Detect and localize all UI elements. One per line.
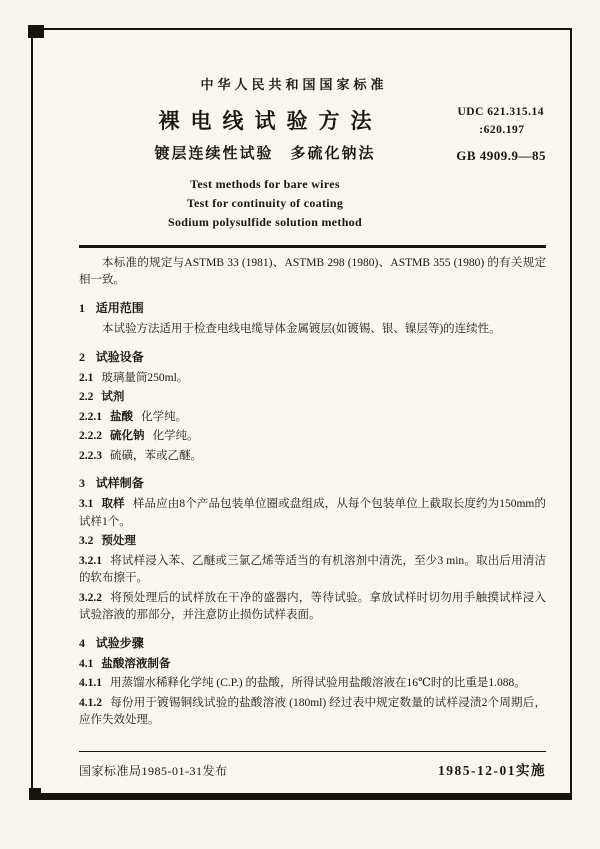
intro-paragraph: 本标准的规定与ASTMB 33 (1981)、ASTMB 298 (1980)、ASTMB 355 (1980) 的有关规定相一致。 bbox=[79, 257, 546, 287]
clause-text: 硫磺，苯或乙醚。 bbox=[110, 449, 203, 462]
clause-number: 3.2.1 bbox=[79, 554, 102, 567]
section-4-heading bbox=[79, 634, 546, 652]
section-1-heading bbox=[79, 299, 546, 317]
page-border-frame bbox=[31, 28, 572, 800]
footer-implementation-date: 1985-12-01实施 bbox=[438, 763, 546, 778]
clause-number: 2.1 bbox=[79, 371, 94, 384]
standard-number: GB 4909.9—85 bbox=[456, 148, 546, 163]
clause-3-2 bbox=[79, 533, 546, 550]
clause-number: 4.1 bbox=[79, 657, 94, 670]
clause-2-2-1 bbox=[79, 409, 546, 426]
clause-number: 3.1 bbox=[79, 498, 94, 511]
footer-row bbox=[79, 759, 546, 779]
udc-line-1: UDC 621.315.14 bbox=[457, 106, 544, 118]
section-title: 试验步骤 bbox=[95, 635, 144, 650]
udc-number-block bbox=[457, 104, 544, 140]
title-english-block bbox=[79, 175, 451, 232]
clause-label: 盐酸 bbox=[110, 410, 134, 423]
section-specimen-preparation bbox=[79, 474, 546, 625]
section-number: 2 bbox=[79, 349, 85, 364]
clause-text: 将预处理后的试样放在干净的盛器内，等待试验。拿放试样时切勿用手触摸试样浸入试验溶液的那部分，并注意防止损伤试样表面。 bbox=[79, 591, 546, 622]
scan-artifact-bottom-left bbox=[29, 788, 41, 800]
scan-artifact-top-left bbox=[28, 25, 44, 38]
clause-text: 化学纯。 bbox=[152, 430, 199, 443]
clause-2-2-2 bbox=[79, 428, 546, 445]
section-number: 4 bbox=[79, 635, 85, 650]
clause-label: 试剂 bbox=[101, 391, 125, 404]
clause-number: 2.2.2 bbox=[79, 430, 102, 443]
clause-number: 3.2.2 bbox=[79, 591, 102, 604]
section-number: 1 bbox=[79, 300, 85, 315]
section-title: 试样制备 bbox=[95, 476, 144, 491]
title-chinese-main: 裸电线试验方法 bbox=[158, 109, 383, 133]
clause-number: 4.1.2 bbox=[79, 696, 102, 709]
clause-text: 样品应由8个产品包装单位圈或盘组成，从每个包装单位上截取长度约为150mm的试样1个。 bbox=[79, 498, 546, 528]
section-title: 适用范围 bbox=[95, 300, 144, 315]
clause-text: 用蒸馏水稀释化学纯 (C.P.) 的盐酸，所得试验用盐酸溶液在16℃时的比重是1.088。 bbox=[110, 677, 526, 690]
udc-line-2: :620.197 bbox=[479, 123, 525, 136]
clause-4-1-1 bbox=[79, 675, 546, 692]
section-test-procedure bbox=[79, 634, 546, 730]
clause-3-1 bbox=[79, 496, 546, 531]
clause-number: 2.2 bbox=[79, 391, 94, 404]
standard-header: 中华人民共和国国家标准 bbox=[200, 77, 388, 92]
clause-label: 取样 bbox=[101, 498, 125, 511]
section-title: 试验设备 bbox=[95, 349, 144, 364]
title-divider-rule bbox=[79, 245, 546, 248]
document-body bbox=[79, 255, 546, 730]
clause-label: 预处理 bbox=[101, 535, 136, 548]
title-english-line-3: Sodium polysulfide solution method bbox=[168, 215, 362, 229]
clause-2-1 bbox=[79, 370, 546, 387]
page-footer bbox=[79, 751, 546, 779]
clause-label: 盐酸溶液制备 bbox=[101, 657, 171, 670]
title-english-line-1: Test methods for bare wires bbox=[190, 177, 340, 191]
footer-divider-rule bbox=[79, 751, 546, 752]
clause-number: 4.1.1 bbox=[79, 677, 102, 690]
title-english-line-2: Test for continuity of coating bbox=[186, 196, 344, 210]
clause-text: 将试样浸入苯、乙醚或三氯乙烯等适当的有机溶剂中清洗，至少3 min。取出后用清洁的软布擦干。 bbox=[79, 554, 546, 585]
section-scope bbox=[79, 299, 546, 339]
clause-number: 2.2.1 bbox=[79, 410, 102, 423]
clause-4-1 bbox=[79, 656, 546, 673]
clause-2-2 bbox=[79, 389, 546, 406]
section-3-heading bbox=[79, 474, 546, 492]
clause-3-2-2 bbox=[79, 590, 546, 625]
footer-issue-info: 国家标准局1985-01-31发布 bbox=[79, 764, 228, 778]
section-number: 3 bbox=[79, 476, 85, 491]
title-block bbox=[79, 105, 451, 163]
section-equipment bbox=[79, 348, 546, 466]
clause-text: 每份用于镀锡铜线试验的盐酸溶液 (180ml) 经过表中规定数量的试样浸渍2个周期后，应作失效处理。 bbox=[79, 696, 546, 727]
clause-2-2-3 bbox=[79, 448, 546, 465]
clause-text: 玻璃量筒250ml。 bbox=[101, 371, 189, 384]
page-content bbox=[79, 30, 546, 793]
clause-label: 硫化钠 bbox=[110, 430, 145, 443]
clause-1-text: 本试验方法适用于检查电线电缆导体金属镀层(如镀锡、银、镍层等)的连续性。 bbox=[102, 323, 501, 336]
clause-number: 2.2.3 bbox=[79, 449, 102, 462]
clause-4-1-2 bbox=[79, 695, 546, 730]
section-2-heading bbox=[79, 348, 546, 366]
clause-number: 3.2 bbox=[79, 535, 94, 548]
clause-3-2-1 bbox=[79, 553, 546, 588]
title-chinese-sub: 镀层连续性试验 多硫化钠法 bbox=[154, 146, 376, 162]
clause-text: 化学纯。 bbox=[141, 410, 188, 423]
